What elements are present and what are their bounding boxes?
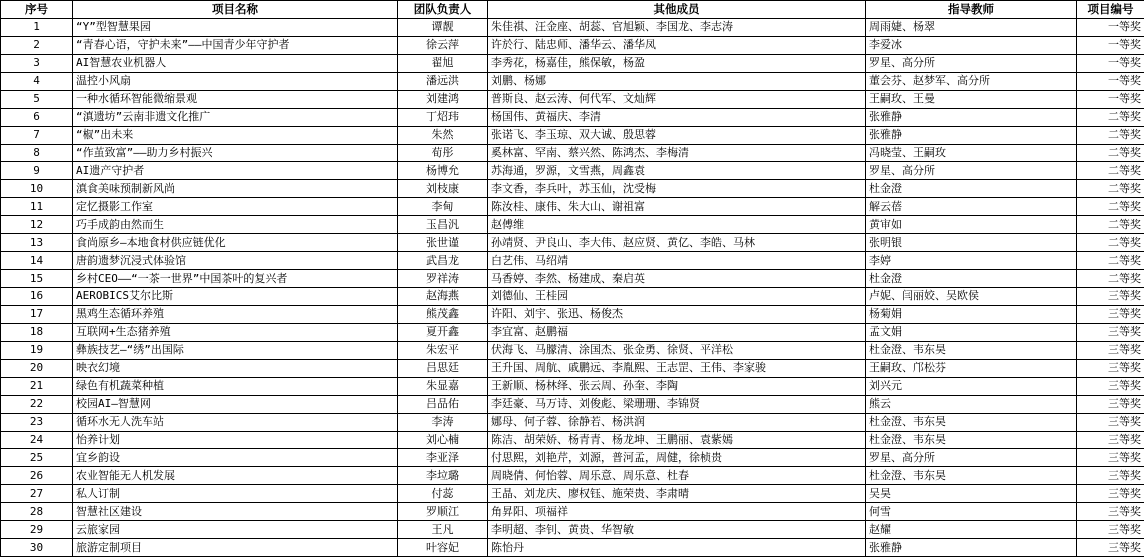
cell-serial: 19 [1, 341, 73, 359]
cell-other-members: 马香婷、李然、杨建成、秦启英 [488, 270, 866, 288]
cell-award: 二等奖 [1077, 198, 1144, 216]
cell-other-members: 娜母、何子蓉、徐静若、杨洪润 [488, 413, 866, 431]
cell-advisor: 张明银 [866, 234, 1077, 252]
cell-other-members: 奚林富、罕南、蔡兴然、陈鸿杰、李梅清 [488, 144, 866, 162]
cell-advisor: 杜金澄、韦东昊 [866, 467, 1077, 485]
cell-project-name: 唐韵遗梦沉浸式体验馆 [73, 252, 398, 270]
cell-project-name: 宜乡韵设 [73, 449, 398, 467]
cell-serial: 20 [1, 359, 73, 377]
cell-other-members: 伏海飞、马朦清、涂国杰、张金勇、徐贤、平洋松 [488, 341, 866, 359]
cell-advisor: 董会芬、赵梦军、高分所 [866, 72, 1077, 90]
cell-serial: 15 [1, 270, 73, 288]
table-row [1, 305, 1144, 323]
cell-advisor: 张雅静 [866, 108, 1077, 126]
cell-team-leader: 杨博允 [398, 162, 488, 180]
cell-award: 三等奖 [1077, 341, 1144, 359]
cell-other-members: 李宜富、赵鹏福 [488, 323, 866, 341]
cell-team-leader: 朱显嘉 [398, 377, 488, 395]
cell-advisor: 冯晓莹、王嗣玫 [866, 144, 1077, 162]
table-row [1, 162, 1144, 180]
cell-award: 三等奖 [1077, 323, 1144, 341]
table-row [1, 72, 1144, 90]
table-row [1, 198, 1144, 216]
cell-serial: 28 [1, 503, 73, 521]
cell-project-name: 循环水无人洗车站 [73, 413, 398, 431]
cell-team-leader: 李甸 [398, 198, 488, 216]
cell-other-members: 苏海通，罗源，文雪燕，周鑫袁 [488, 162, 866, 180]
table-row [1, 521, 1144, 539]
cell-serial: 25 [1, 449, 73, 467]
cell-team-leader: 张世谨 [398, 234, 488, 252]
cell-serial: 29 [1, 521, 73, 539]
table-row [1, 359, 1144, 377]
cell-award: 三等奖 [1077, 539, 1144, 557]
cell-advisor: 杜金澄、韦东昊 [866, 413, 1077, 431]
cell-award: 一等奖 [1077, 90, 1144, 108]
cell-other-members: 白艺伟、马绍靖 [488, 252, 866, 270]
header-serial: 序号 [1, 1, 73, 19]
cell-serial: 2 [1, 36, 73, 54]
cell-advisor: 周雨婕、杨翠 [866, 18, 1077, 36]
cell-team-leader: 李涛 [398, 413, 488, 431]
table-row [1, 252, 1144, 270]
table-row [1, 144, 1144, 162]
cell-award: 三等奖 [1077, 503, 1144, 521]
cell-serial: 14 [1, 252, 73, 270]
cell-team-leader: 付蕊 [398, 485, 488, 503]
cell-advisor: 杜金澄、韦东昊 [866, 431, 1077, 449]
cell-project-name: AI遗产守护者 [73, 162, 398, 180]
header-other-members: 其他成员 [488, 1, 866, 19]
cell-serial: 11 [1, 198, 73, 216]
cell-serial: 21 [1, 377, 73, 395]
cell-advisor: 罗星、高分所 [866, 54, 1077, 72]
cell-other-members: 陈怡丹 [488, 539, 866, 557]
cell-advisor: 解云蓓 [866, 198, 1077, 216]
cell-project-name: 智慧社区建设 [73, 503, 398, 521]
table-row [1, 36, 1144, 54]
cell-advisor: 李爱冰 [866, 36, 1077, 54]
cell-award: 二等奖 [1077, 108, 1144, 126]
cell-advisor: 李婷 [866, 252, 1077, 270]
header-team-leader: 团队负责人 [398, 1, 488, 19]
cell-project-name: 一种水循环智能微缩景观 [73, 90, 398, 108]
cell-project-name: 互联网+生态猪养殖 [73, 323, 398, 341]
cell-team-leader: 熊茂鑫 [398, 305, 488, 323]
table-row [1, 90, 1144, 108]
table-header [1, 1, 1144, 19]
cell-team-leader: 武昌龙 [398, 252, 488, 270]
cell-project-name: “滇遗坊”云南非遗文化推广 [73, 108, 398, 126]
cell-team-leader: 李亚泽 [398, 449, 488, 467]
cell-advisor: 赵耀 [866, 521, 1077, 539]
cell-other-members: 朱佳祺、汪金座、胡蕊、官旭颖、李国龙、李志涛 [488, 18, 866, 36]
cell-other-members: 许阳、刘宇、张迅、杨俊杰 [488, 305, 866, 323]
cell-award: 二等奖 [1077, 162, 1144, 180]
cell-award: 二等奖 [1077, 126, 1144, 144]
cell-project-name: AI智慧农业机器人 [73, 54, 398, 72]
table-row [1, 180, 1144, 198]
cell-team-leader: 刘心楠 [398, 431, 488, 449]
cell-serial: 23 [1, 413, 73, 431]
cell-project-name: 黑鸡生态循环养殖 [73, 305, 398, 323]
cell-award: 三等奖 [1077, 359, 1144, 377]
cell-team-leader: 徐云萍 [398, 36, 488, 54]
cell-serial: 24 [1, 431, 73, 449]
cell-award: 二等奖 [1077, 234, 1144, 252]
cell-award: 三等奖 [1077, 449, 1144, 467]
cell-other-members: 张诺飞、李玉琼、双大诚、殷思蓉 [488, 126, 866, 144]
cell-project-name: “椒”出未来 [73, 126, 398, 144]
cell-serial: 10 [1, 180, 73, 198]
cell-award: 三等奖 [1077, 431, 1144, 449]
cell-team-leader: 罗祥涛 [398, 270, 488, 288]
cell-serial: 27 [1, 485, 73, 503]
cell-advisor: 罗星、高分所 [866, 449, 1077, 467]
cell-serial: 18 [1, 323, 73, 341]
cell-project-name: “青春心语，守护未来”——中国青少年守护者 [73, 36, 398, 54]
cell-project-name: 农业智能无人机发展 [73, 467, 398, 485]
cell-award: 三等奖 [1077, 288, 1144, 306]
cell-serial: 17 [1, 305, 73, 323]
cell-project-name: “作茧致富”——助力乡村振兴 [73, 144, 398, 162]
cell-other-members: 李廷豪、马万诗、刘俊彪、梁珊珊、李锦贤 [488, 395, 866, 413]
cell-team-leader: 赵海燕 [398, 288, 488, 306]
cell-other-members: 李秀花，杨嘉佳，熊保敏，杨盈 [488, 54, 866, 72]
cell-other-members: 李文香，李兵叶，苏玉仙，沈受梅 [488, 180, 866, 198]
cell-team-leader: 玉昌汎 [398, 216, 488, 234]
cell-award: 三等奖 [1077, 485, 1144, 503]
cell-award: 一等奖 [1077, 18, 1144, 36]
table-row [1, 108, 1144, 126]
cell-serial: 9 [1, 162, 73, 180]
header-advisor: 指导教师 [866, 1, 1077, 19]
cell-award: 三等奖 [1077, 467, 1144, 485]
cell-advisor: 黄审如 [866, 216, 1077, 234]
cell-project-name: 定忆摄影工作室 [73, 198, 398, 216]
cell-team-leader: 朱宏平 [398, 341, 488, 359]
table-row [1, 18, 1144, 36]
cell-award: 二等奖 [1077, 270, 1144, 288]
cell-advisor: 孟文娟 [866, 323, 1077, 341]
table-body [1, 18, 1144, 556]
cell-award: 三等奖 [1077, 395, 1144, 413]
cell-project-name: 映衣幻境 [73, 359, 398, 377]
cell-other-members: 许於行、陆忠师、潘华云、潘华凤 [488, 36, 866, 54]
cell-advisor: 张雅静 [866, 539, 1077, 557]
cell-team-leader: 罗顺江 [398, 503, 488, 521]
cell-serial: 13 [1, 234, 73, 252]
cell-team-leader: 谭靓 [398, 18, 488, 36]
table-row [1, 216, 1144, 234]
cell-project-name: 私人订制 [73, 485, 398, 503]
cell-project-name: AEROBICS艾尔比斯 [73, 288, 398, 306]
cell-other-members: 王新顺、杨林绎、张云周、孙奎、李陶 [488, 377, 866, 395]
cell-serial: 5 [1, 90, 73, 108]
cell-award: 一等奖 [1077, 54, 1144, 72]
cell-other-members: 李明超、李钊、黄贵、华智敏 [488, 521, 866, 539]
cell-team-leader: 叶容妃 [398, 539, 488, 557]
table-row [1, 467, 1144, 485]
cell-serial: 3 [1, 54, 73, 72]
table-row [1, 234, 1144, 252]
cell-other-members: 刘鹏、杨娜 [488, 72, 866, 90]
cell-team-leader: 吕品佑 [398, 395, 488, 413]
cell-other-members: 普斯良、赵云涛、何代军、文灿辉 [488, 90, 866, 108]
cell-serial: 4 [1, 72, 73, 90]
cell-project-name: 巧手成韵由然而生 [73, 216, 398, 234]
cell-advisor: 吴昊 [866, 485, 1077, 503]
cell-other-members: 陈汝桂、康伟、朱大山、谢祖富 [488, 198, 866, 216]
cell-project-name: 校园AI—智慧网 [73, 395, 398, 413]
table-row [1, 377, 1144, 395]
cell-project-name: 温控小风扇 [73, 72, 398, 90]
cell-project-name: 云旅家园 [73, 521, 398, 539]
cell-award: 二等奖 [1077, 216, 1144, 234]
cell-award: 二等奖 [1077, 252, 1144, 270]
cell-team-leader: 夏开鑫 [398, 323, 488, 341]
cell-project-name: 滇食美味预制新风尚 [73, 180, 398, 198]
cell-team-leader: 刘建鸿 [398, 90, 488, 108]
cell-project-name: 旅游定制项目 [73, 539, 398, 557]
header-project-code: 项目编号 [1077, 1, 1144, 19]
cell-serial: 12 [1, 216, 73, 234]
cell-advisor: 王嗣玫、邝松芬 [866, 359, 1077, 377]
table-row [1, 503, 1144, 521]
cell-advisor: 王嗣玫、王曼 [866, 90, 1077, 108]
cell-serial: 22 [1, 395, 73, 413]
header-row [1, 1, 1144, 19]
cell-advisor: 杨菊娟 [866, 305, 1077, 323]
cell-team-leader: 王凡 [398, 521, 488, 539]
cell-award: 二等奖 [1077, 144, 1144, 162]
cell-serial: 7 [1, 126, 73, 144]
cell-other-members: 孙靖贤、尹良山、李大伟、赵应贤、黄亿、李皓、马林 [488, 234, 866, 252]
cell-other-members: 角昇阳、项福祥 [488, 503, 866, 521]
cell-other-members: 王升国、周航、戚鹏远、李胤熙、王志罡、王伟、李家骏 [488, 359, 866, 377]
table-row [1, 270, 1144, 288]
cell-award: 三等奖 [1077, 305, 1144, 323]
cell-serial: 6 [1, 108, 73, 126]
table-row [1, 449, 1144, 467]
table-row [1, 323, 1144, 341]
cell-other-members: 周晓倩、何怡蓉、周乐意、周乐意、杜春 [488, 467, 866, 485]
table-row [1, 288, 1144, 306]
table-row [1, 126, 1144, 144]
cell-award: 三等奖 [1077, 521, 1144, 539]
cell-project-name: 怡养计划 [73, 431, 398, 449]
cell-advisor: 卢妮、闫丽姣、吴欧侯 [866, 288, 1077, 306]
cell-other-members: 杨国伟、黄福庆、李清 [488, 108, 866, 126]
cell-award: 二等奖 [1077, 180, 1144, 198]
cell-project-name: 乡村CEO——“一茶一世界”中国茶叶的复兴者 [73, 270, 398, 288]
cell-other-members: 刘德仙、王桂园 [488, 288, 866, 306]
cell-award: 三等奖 [1077, 377, 1144, 395]
cell-team-leader: 荀彤 [398, 144, 488, 162]
cell-advisor: 张雅静 [866, 126, 1077, 144]
cell-team-leader: 刘枝康 [398, 180, 488, 198]
cell-serial: 26 [1, 467, 73, 485]
cell-advisor: 杜金澄 [866, 270, 1077, 288]
cell-other-members: 陈洁、胡荣娇、杨青青、杨龙坤、王鹏丽、袁紫嫣 [488, 431, 866, 449]
cell-advisor: 杜金澄 [866, 180, 1077, 198]
table-row [1, 341, 1144, 359]
cell-project-name: 食尚原乡—本地食材供应链优化 [73, 234, 398, 252]
cell-serial: 30 [1, 539, 73, 557]
cell-other-members: 赵傅维 [488, 216, 866, 234]
cell-advisor: 杜金澄、韦东昊 [866, 341, 1077, 359]
cell-team-leader: 吕思廷 [398, 359, 488, 377]
cell-advisor: 何雪 [866, 503, 1077, 521]
cell-team-leader: 朱然 [398, 126, 488, 144]
table-row [1, 395, 1144, 413]
cell-award: 一等奖 [1077, 72, 1144, 90]
cell-project-name: “Y”型智慧果园 [73, 18, 398, 36]
cell-advisor: 熊云 [866, 395, 1077, 413]
cell-serial: 16 [1, 288, 73, 306]
cell-other-members: 王晶、刘龙庆、廖权钰、施荣贵、李肃晴 [488, 485, 866, 503]
table-row [1, 54, 1144, 72]
cell-project-name: 绿色有机蔬菜种植 [73, 377, 398, 395]
cell-team-leader: 丁炤玮 [398, 108, 488, 126]
cell-team-leader: 翟旭 [398, 54, 488, 72]
header-project-name: 项目名称 [73, 1, 398, 19]
cell-award: 三等奖 [1077, 413, 1144, 431]
cell-serial: 1 [1, 18, 73, 36]
cell-project-name: 彝族技艺—“绣”出国际 [73, 341, 398, 359]
table-row [1, 485, 1144, 503]
cell-other-members: 付思熙，刘艳芹，刘源，普河孟，周健，徐桢贵 [488, 449, 866, 467]
table-row [1, 431, 1144, 449]
cell-award: 一等奖 [1077, 36, 1144, 54]
cell-team-leader: 潘远洪 [398, 72, 488, 90]
table-row [1, 413, 1144, 431]
cell-advisor: 罗星、高分所 [866, 162, 1077, 180]
cell-serial: 8 [1, 144, 73, 162]
table-row [1, 539, 1144, 557]
cell-team-leader: 李垃璐 [398, 467, 488, 485]
cell-advisor: 刘兴元 [866, 377, 1077, 395]
